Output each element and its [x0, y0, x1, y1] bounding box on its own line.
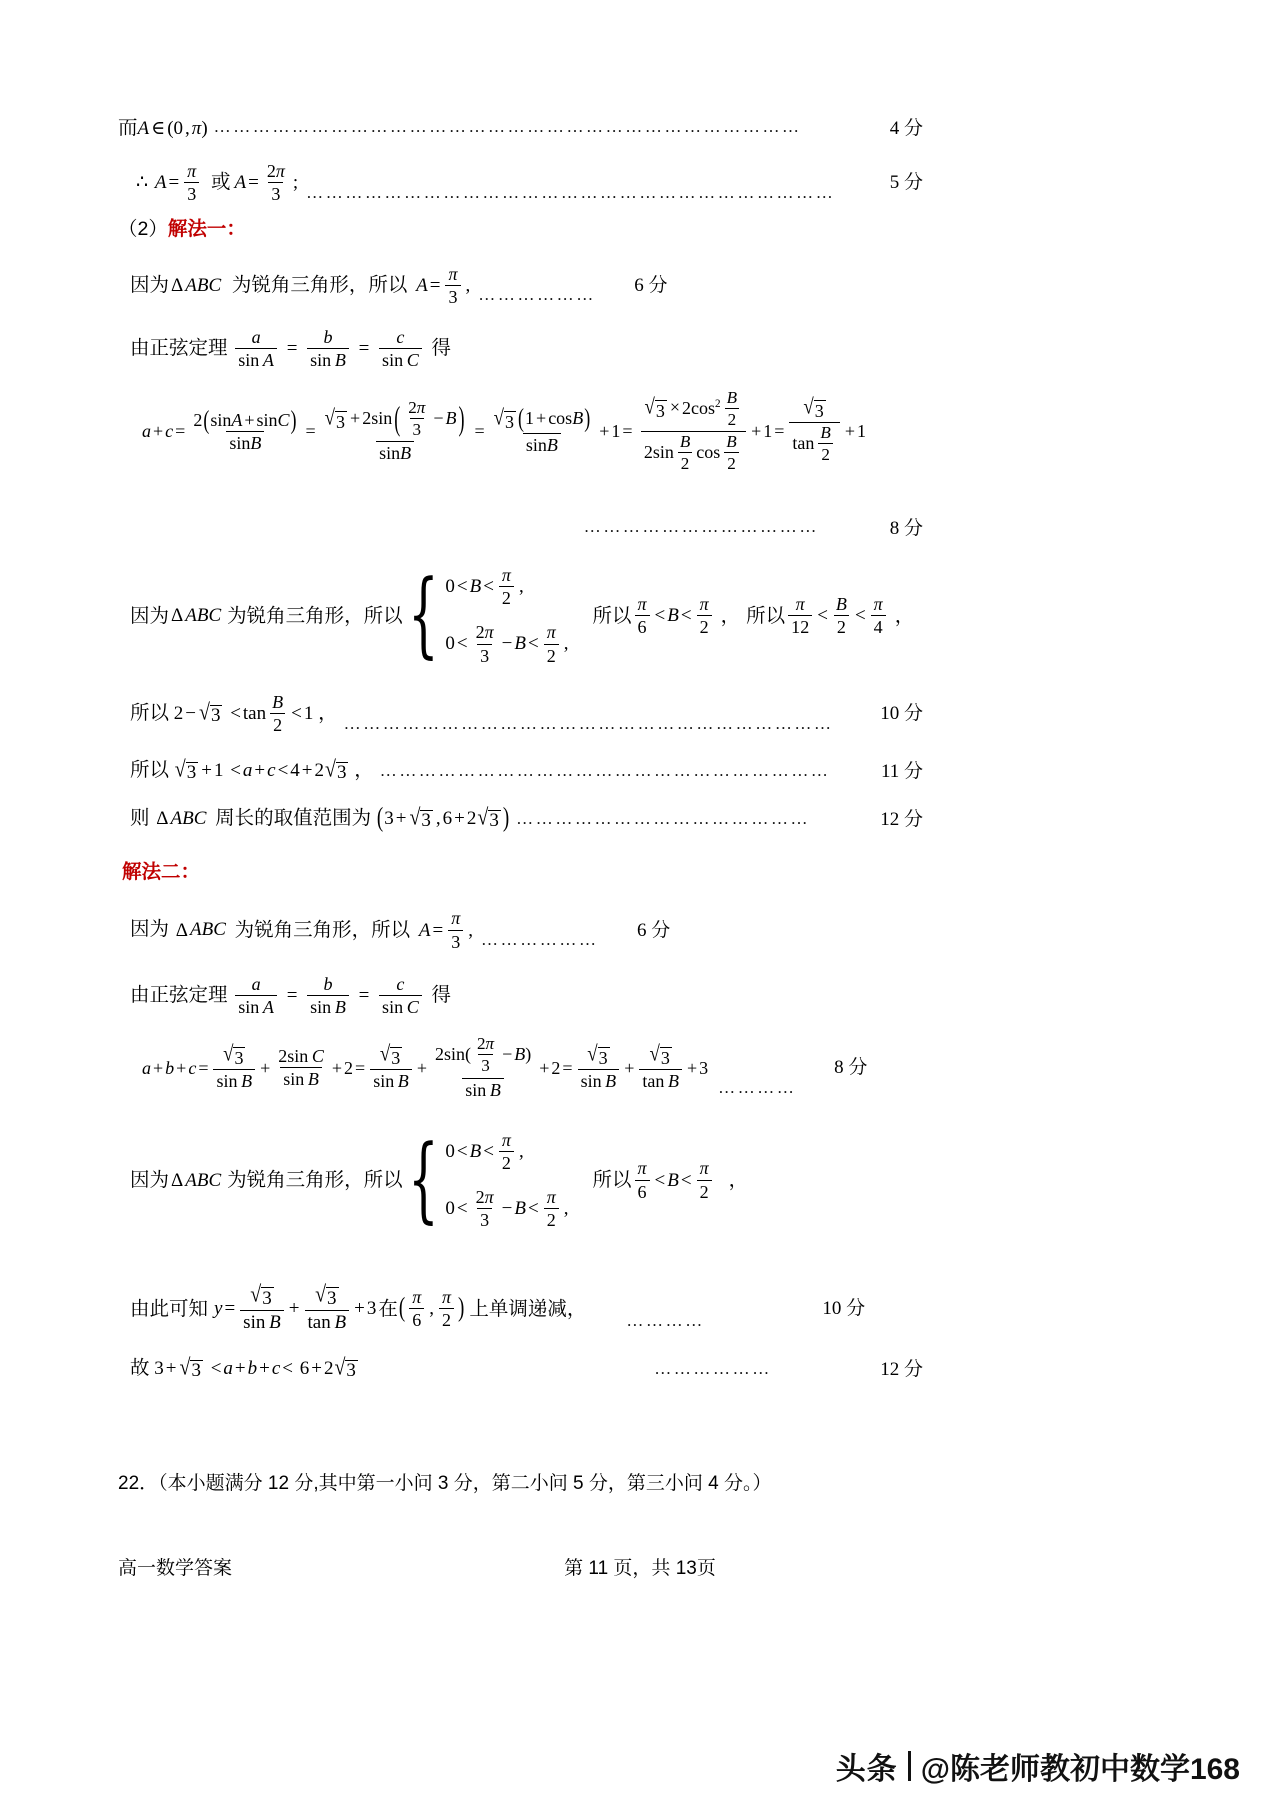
line-acute-A: 因为 Δ ABC 为锐角三角形，所以 A = $\frac{\pi}{3}$ , ……………… 6 分	[130, 263, 668, 307]
line-A-values-math: ∴ A = $\frac{\pi}{3}$ 或 A = $\frac{2\pi}{3}$ ;	[136, 160, 299, 205]
method2-heading	[118, 862, 923, 883]
youci-mid: 在	[378, 1298, 398, 1321]
system-brace-2: { 0 < B < $\frac{\pi}{2}$ , 0 < $\frac{2\pi}{3}$ − B < $\frac{\pi}{2}$ ,	[407, 1126, 569, 1234]
line-final-range: 故 3 + √ 3 < a + b + c < 6 + 2 √ 3 ……………… 12 分	[130, 1355, 923, 1382]
formula-a-plus-c-chain: a + c = $\frac{2(\sin A + \sin C)}{\sin B}$ = √ 3 + 2sin ( $\frac{2\pi}{3}$ − B ) sinB = √ 3 (1 + cosB) sinB + 1 = √ 3 × $2\cos^2$ $\frac{B}{2}$ 2sin $\frac{B}{2}$ cos $\frac{B}{2}$ + 1 = √ 3 tan $\frac{B}{2}$ + 1	[142, 387, 866, 473]
part2-label: （2）	[118, 218, 168, 241]
leader-dots: ………………	[481, 931, 599, 950]
leader-dots: …………	[718, 1079, 797, 1097]
watermark	[836, 1744, 1240, 1788]
score-6: 6 分	[634, 274, 668, 296]
line-A-domain-math: 而A ∈ (0 , π)	[118, 117, 208, 139]
method1-title: 解法一：	[167, 218, 246, 241]
method2-title: 解法二：	[122, 861, 201, 883]
question-22-text: 22．（本小题满分 12 分,其中第一小问 3 分，第二小问 5 分，第三小问 4 分。）	[118, 1472, 772, 1494]
line-system-2: 因为 Δ ABC 为锐角三角形，所以 { 0 < B < $\frac{\pi}{2}$ , 0 < $\frac{2\pi}{3}$ − B < $\frac{\pi}{2}$ , 所以 $\frac{\pi}{6}$ < B < $\frac{\pi}{2}$ ，	[130, 1126, 749, 1234]
line-acute-A-2: 因为 Δ ABC 为锐角三角形，所以 A = $\frac{\pi}{3}$ , ……………… 6 分	[130, 908, 671, 952]
youci-label: 由此可知	[130, 1298, 209, 1321]
leader-dots: ………………………………………………………………………	[306, 183, 836, 202]
leader-dots: …………	[626, 1312, 705, 1331]
system-row-1: 0 < B < $\frac{\pi}{2}$ ,	[445, 565, 524, 609]
score-10: 10 分	[880, 703, 923, 725]
sine-rule-label: 由正弦定理	[130, 337, 228, 360]
sine-rule-suffix-2: 得	[431, 983, 451, 1006]
line-system-1: 因为 Δ ABC 为锐角三角形，所以 { 0 < B < $\frac{\pi}{2}$ , 0 < $\frac{2\pi}{3}$ − B < $\frac{\pi}{2}$ , 所以 $\frac{\pi}{6}$ < B < $\frac{\pi}{2}$ ， 所以 $\frac{\pi}{12}$ < $\frac{B}{2}$ < $\frac{\pi}{4}$ ，	[130, 561, 915, 670]
leader-dots: ………………………………………………………………………………	[213, 118, 802, 137]
footer-subject: 高一数学答案	[118, 1558, 233, 1579]
sine-rule-label-2: 由正弦定理	[130, 983, 228, 1006]
score-12-b: 12 分	[880, 1358, 923, 1380]
score-11: 11 分	[880, 760, 923, 782]
line-A-domain	[118, 118, 923, 140]
watermark-handle: @陈老师教初中数学168	[920, 1753, 1240, 1786]
toutiao-logo: 头条	[835, 1753, 898, 1786]
sine-rule-suffix: 得	[431, 337, 451, 360]
score-12: 12 分	[880, 808, 923, 830]
line-monotonic: 由此可知 y = √ 3 sin B + √ 3 tan B + 3 在 ( $\frac{\pi}{6}$ , $\frac{\pi}{2}$ ) 上单调递减， ………… 10 分	[130, 1281, 866, 1333]
leader-dots: …………………………………………………………………	[343, 714, 834, 733]
question-22-header	[118, 1474, 923, 1495]
score-10-b: 10 分	[822, 1298, 866, 1320]
system2-row-2: 0 < $\frac{2\pi}{3}$ − B < $\frac{\pi}{2}$ ,	[445, 1187, 569, 1231]
part2-method1-heading	[118, 219, 923, 240]
score-8: 8 分	[889, 518, 923, 540]
score-6-b: 6 分	[637, 919, 671, 941]
footer-page-number: 第 11 页，共 13页	[564, 1558, 716, 1579]
score-4: 4 分	[889, 117, 923, 139]
line-tan-range: 所以 2 − √ 3 < tan $\frac{B}{2}$ < 1 ， ………………………………………………………………… 10 分	[130, 691, 923, 736]
line-score-8-a	[118, 519, 923, 540]
line-A-values	[118, 162, 923, 205]
system2-row-1: 0 < B < $\frac{\pi}{2}$ ,	[445, 1129, 524, 1173]
line-ac-range: 所以 √ 3 + 1 < a + c < 4 + 2 √ 3 ， …………………………………………………………… 11 分	[130, 757, 923, 784]
score-5: 5 分	[889, 172, 923, 194]
system-brace-1: { 0 < B < $\frac{\pi}{2}$ , 0 < $\frac{2\pi}{3}$ − B < $\frac{\pi}{2}$ ,	[407, 561, 569, 670]
line-perimeter-range: 则 Δ ABC 周长的取值范围为 (3 + √ 3 , 6 + 2 √ 3 ) ……………………………………… 12 分	[130, 802, 923, 834]
leader-dots: ………………	[478, 286, 596, 305]
leader-dots: ………………………………	[583, 518, 819, 537]
line-sine-rule-2: 由正弦定理 $\frac{a}{\text{sin A}}$ = $\frac{b}{\text{sin B}}$ = $\frac{c}{\text{sin C}}$ 得	[130, 973, 451, 1018]
youci-suffix: 上单调递减，	[469, 1298, 587, 1321]
score-8-b: 8 分	[834, 1057, 868, 1079]
leader-dots: ………………………………………	[516, 810, 811, 829]
formula-a-b-c-chain: a + b + c = √ 3 sin B + $\frac{\text{2sin C}}{\text{sin B}}$ + 2 = √ 3 sin B + 2sin( $\frac{2\pi}{3}$ − B) sin B + 2 = √ 3 sin B + √ 3 tan B + 3 ………… 8 分	[142, 1034, 868, 1100]
leader-dots: ………………	[654, 1360, 772, 1379]
answer-content	[118, 118, 923, 1495]
watermark-divider	[908, 1751, 911, 1781]
leader-dots: ……………………………………………………………	[379, 762, 831, 781]
gu-label: 故	[130, 1357, 150, 1380]
system-row-2: 0 < $\frac{2\pi}{3}$ − B < $\frac{\pi}{2}$ ,	[445, 622, 569, 666]
page-footer	[118, 1553, 1162, 1580]
line-sine-rule-1: 由正弦定理 $\frac{a}{\text{sin A}}$ = $\frac{b}{\text{sin B}}$ = $\frac{c}{\text{sin C}}$ 得	[130, 327, 451, 371]
